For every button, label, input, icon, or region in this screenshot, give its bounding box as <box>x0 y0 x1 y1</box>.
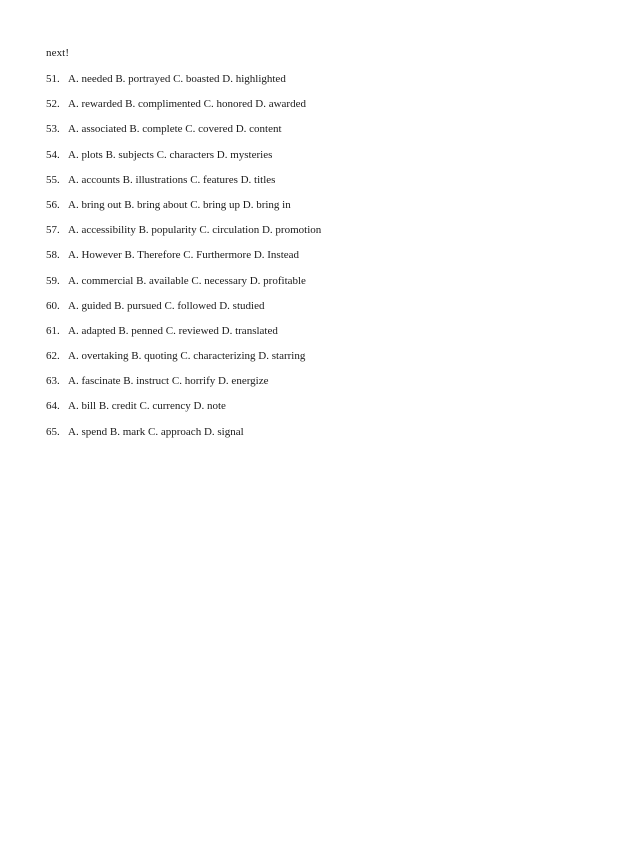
question-list <box>46 72 321 450</box>
question-options: A. accessibility B. popularity C. circulation D. promotion <box>68 224 322 237</box>
question-item-63 <box>46 374 321 399</box>
question-item-65 <box>46 425 321 450</box>
question-options: A. accounts B. illustrations C. features D. titles <box>68 173 276 186</box>
question-item-56 <box>46 198 321 223</box>
question-number: 55. <box>46 173 60 186</box>
question-item-64 <box>46 399 321 424</box>
question-item-60 <box>46 299 321 324</box>
question-item-57 <box>46 223 321 248</box>
question-options: A. needed B. portrayed C. boasted D. highlighted <box>68 73 286 85</box>
question-number: 59. <box>46 274 60 287</box>
question-item-61 <box>46 324 321 349</box>
question-options: A. guided B. pursued C. followed D. studied <box>68 299 265 312</box>
question-item-55 <box>46 173 321 198</box>
question-item-53 <box>46 122 321 147</box>
question-number: 54. <box>46 148 60 161</box>
question-item-62 <box>46 349 321 374</box>
question-item-52 <box>46 97 321 122</box>
question-number: 61. <box>46 324 60 337</box>
question-options: A. overtaking B. quoting C. characterizing D. starring <box>68 350 306 363</box>
question-item-54 <box>46 148 321 173</box>
question-options: A. rewarded B. complimented C. honored D. awarded <box>68 98 306 111</box>
question-number: 58. <box>46 249 60 262</box>
question-item-59 <box>46 274 321 299</box>
question-number: 65. <box>46 425 60 438</box>
question-number: 51. <box>46 73 60 85</box>
question-item-58 <box>46 248 321 273</box>
question-options: A. plots B. subjects C. characters D. mysteries <box>68 148 273 161</box>
question-options: A. spend B. mark C. approach D. signal <box>68 425 244 438</box>
question-options: A. However B. Therefore C. Furthermore D. Instead <box>68 249 300 262</box>
question-number: 52. <box>46 98 60 111</box>
question-options: A. fascinate B. instruct C. horrify D. energize <box>68 375 269 388</box>
lead-text: next! <box>46 47 70 59</box>
question-number: 53. <box>46 123 60 136</box>
question-number: 60. <box>46 299 60 312</box>
question-options: A. bring out B. bring about C. bring up D. bring in <box>68 198 291 211</box>
question-number: 63. <box>46 375 60 388</box>
question-item-51 <box>46 72 321 97</box>
question-number: 62. <box>46 350 60 363</box>
question-number: 57. <box>46 224 60 237</box>
question-options: A. commercial B. available C. necessary D. profitable <box>68 274 306 287</box>
question-options: A. adapted B. penned C. reviewed D. translated <box>68 324 278 337</box>
question-number: 64. <box>46 400 60 413</box>
question-options: A. bill B. credit C. currency D. note <box>68 400 226 413</box>
question-options: A. associated B. complete C. covered D. content <box>68 123 282 136</box>
question-number: 56. <box>46 198 60 211</box>
